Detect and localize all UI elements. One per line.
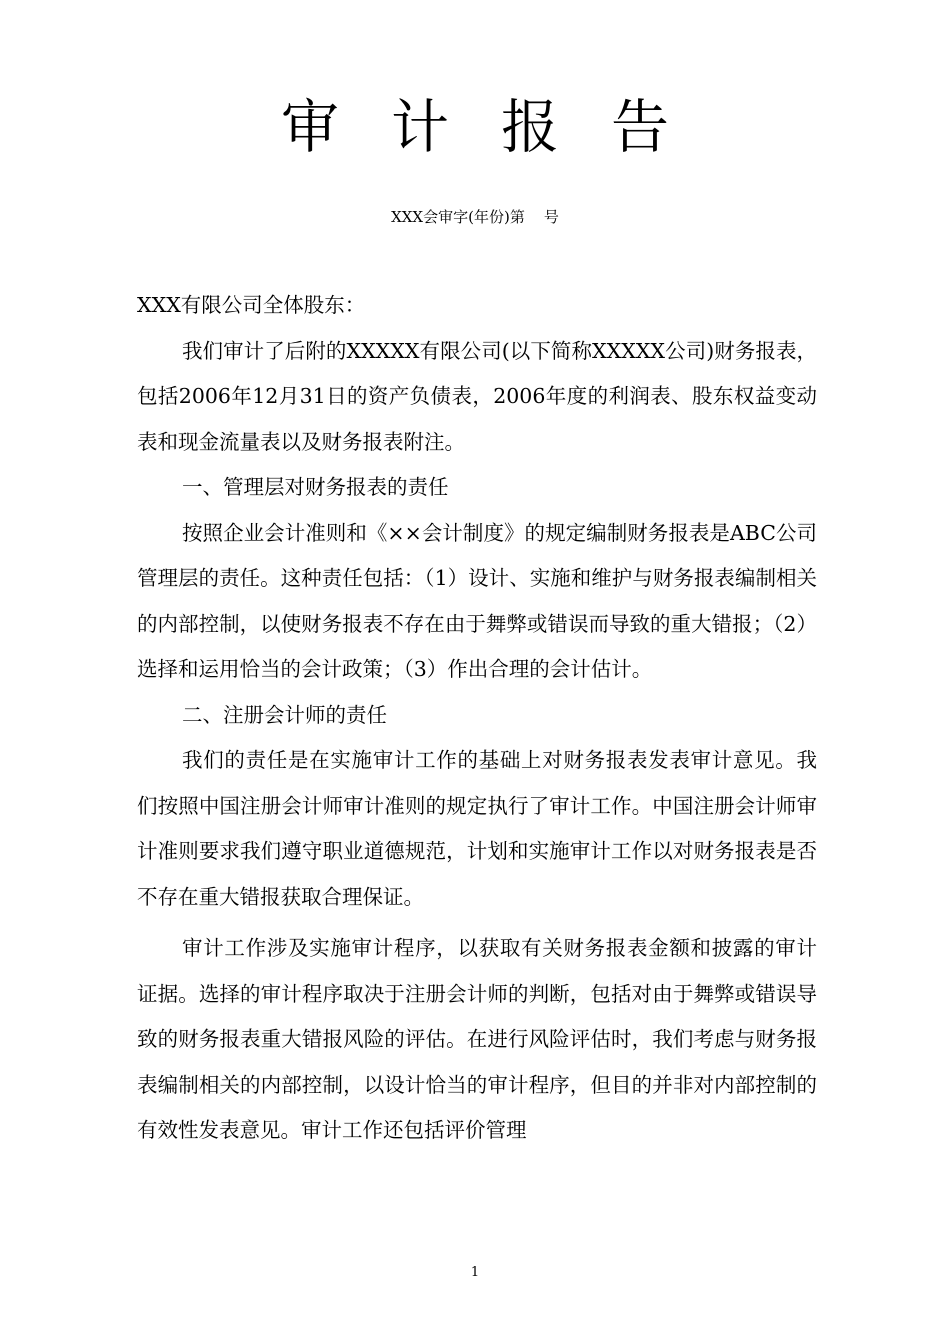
- page-number: 1: [470, 1265, 480, 1280]
- audit-procedures-paragraph: 审计工作涉及实施审计程序，以获取有关财务报表金额和披露的审计证据。选择的审计程序取决于注册会计师的判断，包括对由于舞弊或错误导致的财务报表重大错报风险的评估。在进行风险评估时，我们考虑与财务报表编制相关的内部控制，以设计恰当的审计程序，但目的并非对内部控制的有效性发表意见。审计工作还包括评价管理: [137, 936, 817, 1142]
- report-body: [137, 283, 817, 1154]
- intro-paragraph: 我们审计了后附的XXXXX有限公司(以下简称XXXXX公司)财务报表，包括2006年12月31日的资产负债表，2006年度的利润表、股东权益变动表和现金流量表以及财务报表附注。: [137, 338, 817, 454]
- section-heading-cpa: 二、注册会计师的责任: [182, 702, 387, 727]
- addressee: XXX有限公司全体股东：: [137, 293, 366, 317]
- section-heading-management: 一、管理层对财务报表的责任: [182, 475, 449, 499]
- management-responsibility-paragraph: 按照企业会计准则和《××会计制度》的规定编制财务报表是ABC公司管理层的责任。这种责任包括：（1）设计、实施和维护与财务报表编制相关的内部控制，以使财务报表不存在由于舞弊或错误而导致的重大错报；（2）选择和运用恰当的会计政策；（3）作出合理的会计估计。: [137, 520, 817, 681]
- cpa-responsibility-paragraph: 我们的责任是在实施审计工作的基础上对财务报表发表审计意见。我们按照中国注册会计师审计准则的规定执行了审计工作。中国注册会计师审计准则要求我们遵守职业道德规范，计划和实施审计工作以对财务报表是否不存在重大错报获取合理保证。: [137, 748, 817, 909]
- report-title: 审计报告: [280, 93, 721, 161]
- document-number: XXX会审字(年份)第 号: [391, 208, 559, 226]
